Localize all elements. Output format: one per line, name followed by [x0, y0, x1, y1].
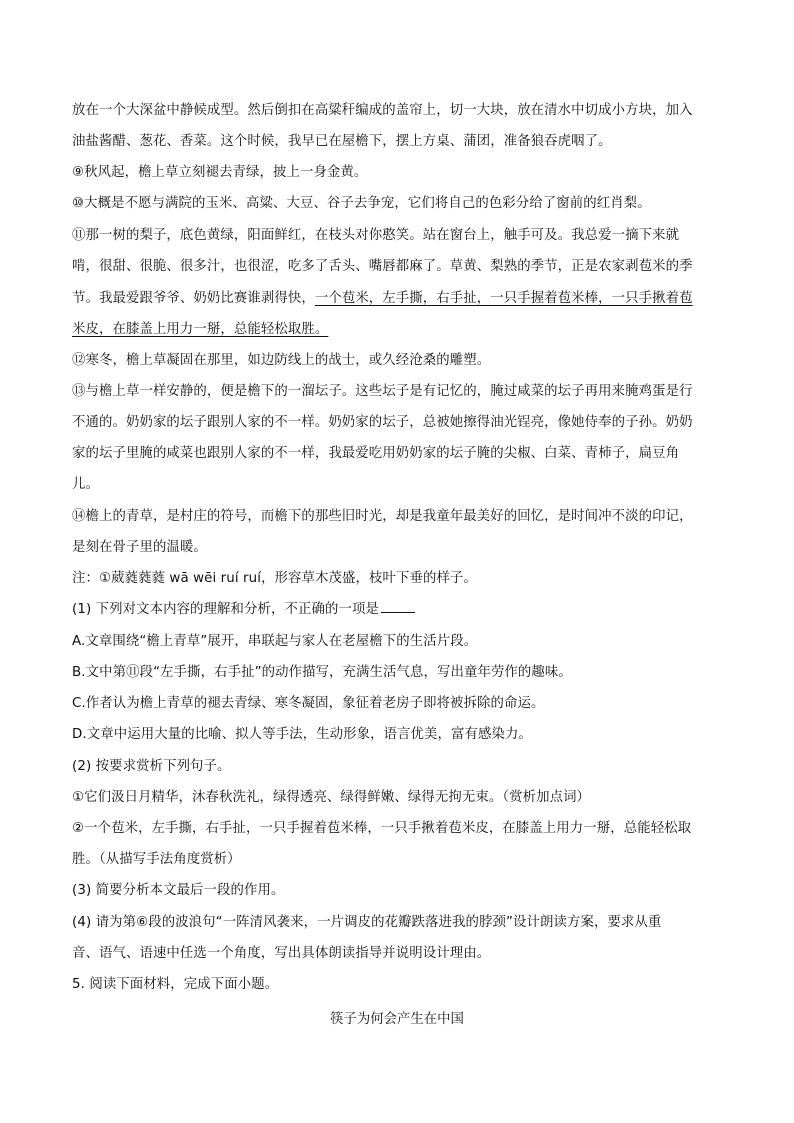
note-line: 注：①葳蕤蕤蕤 wā wēi ruí ruí，形容草木茂盛，枝叶下垂的样子。: [72, 571, 477, 586]
underlined-sentence: 米皮，在膝盖上用力一掰，总能轻松取胜。: [72, 322, 329, 337]
text-line: [72, 320, 328, 340]
option-d: D.文章中运用大量的比喻、拟人等手法，生动形象，语言优美，富有感染力。: [72, 727, 532, 742]
option-a: A.文章围绕“檐上青草”展开，串联起与家人在老屋檐下的生活片段。: [72, 634, 478, 649]
text-line: 放在一个大深盆中静候成型。然后倒扣在高粱秆编成的盖帘上，切一大块，放在清水中切成小方块，加入: [72, 103, 693, 118]
text-line: 油盐酱醋、葱花、香菜。这个时候，我早已在屋檐下，摆上方桌、蒲团，准备狼吞虎咽了。: [72, 134, 612, 149]
text-line: 不通的。奶奶家的坛子跟别人家的不一样。奶奶家的坛子，总被她擦得油光锃亮，像她侍奉的子孙。奶奶: [72, 415, 693, 430]
section-title: 筷子为何会产生在中国: [330, 1012, 464, 1027]
text-line: 是刻在骨子里的温暖。: [72, 540, 207, 555]
question-4: 音、语气、语速中任选一个角度，写出具体朗读指导并说明设计理由。: [72, 946, 491, 961]
question-text: (1) 下列对文本内容的理解和分析，不正确的一项是: [72, 602, 379, 617]
text-line: ⑨秋风起，檐上草立刻褪去青绿，披上一身金黄。: [72, 165, 368, 180]
section-5-intro: 5. 阅读下面材料，完成下面小题。: [72, 977, 279, 992]
question-1: [72, 600, 415, 620]
option-b: B.文中第⑪段“左手撕，右手扯”的动作描写，充满生活气息，写出童年劳作的趣味。: [72, 665, 572, 680]
text-plain: 节。我最爱跟爷爷、奶奶比赛谁剥得快，: [72, 291, 315, 306]
question-2: (2) 按要求赏析下列句子。: [72, 759, 231, 774]
text-line: 啃，很甜、很脆、很多汁，也很涩，吃多了舌头、嘴唇都麻了。草黄、梨熟的季节，正是农家剥苞米的季: [72, 259, 693, 274]
text-line: [72, 289, 693, 309]
text-line: ⑫寒冬，檐上草凝固在那里，如边防线上的战士，或久经沧桑的雕塑。: [72, 353, 491, 368]
text-line: 家的坛子里腌的咸菜也跟别人家的不一样，我最爱吃用奶奶家的坛子腌的尖椒、白菜、青柿子，扁豆角: [72, 446, 680, 461]
option-c: C.作者认为檐上青草的褪去青绿、寒冬凝固，象征着老房子即将被拆除的命运。: [72, 696, 545, 711]
text-line: ⑩大概是不愿与满院的玉米、高粱、大豆、谷子去争宠，它们将自己的色彩分给了窗前的红肖梨。: [72, 196, 651, 211]
answer-blank[interactable]: [381, 600, 415, 613]
text-line: ⑬与檐上草一样安静的，便是檐下的一溜坛子。这些坛子是有记忆的，腌过咸菜的坛子再用来腌鸡蛋是行: [72, 384, 693, 399]
question-3: (3) 简要分析本文最后一段的作用。: [72, 883, 285, 898]
question-4: (4) 请为第⑥段的波浪句“一阵清风袭来，一片调皮的花瓣跌落进我的脖颈”设计朗读方案，要求从重: [72, 915, 662, 930]
question-2-item: 胜。（从描写手法角度赏析）: [72, 852, 241, 867]
text-line: ⑪那一树的梨子，底色黄绿，阳面鲜红，在枝头对你憨笑。站在窗台上，触手可及。我总爱一摘下来就: [72, 228, 680, 243]
text-line: ⑭檐上的青草，是村庄的符号，而檐下的那些旧时光，却是我童年最美好的回忆，是时间冲不淡的印记，: [72, 509, 693, 524]
underlined-sentence: 一个苞米，左手撕，右手扯，一只手握着苞米棒，一只手揪着苞: [314, 291, 693, 306]
question-2-item: ②一个苞米，左手撕，右手扯，一只手握着苞米棒，一只手揪着苞米皮，在膝盖上用力一掰，总能轻松取: [72, 821, 692, 836]
question-2-item: ①它们汲日月精华，沐春秋洗礼，绿得透亮、绿得鲜嫩、绿得无拘无束。（赏析加点词）: [72, 790, 591, 805]
text-line: 儿。: [72, 477, 99, 492]
